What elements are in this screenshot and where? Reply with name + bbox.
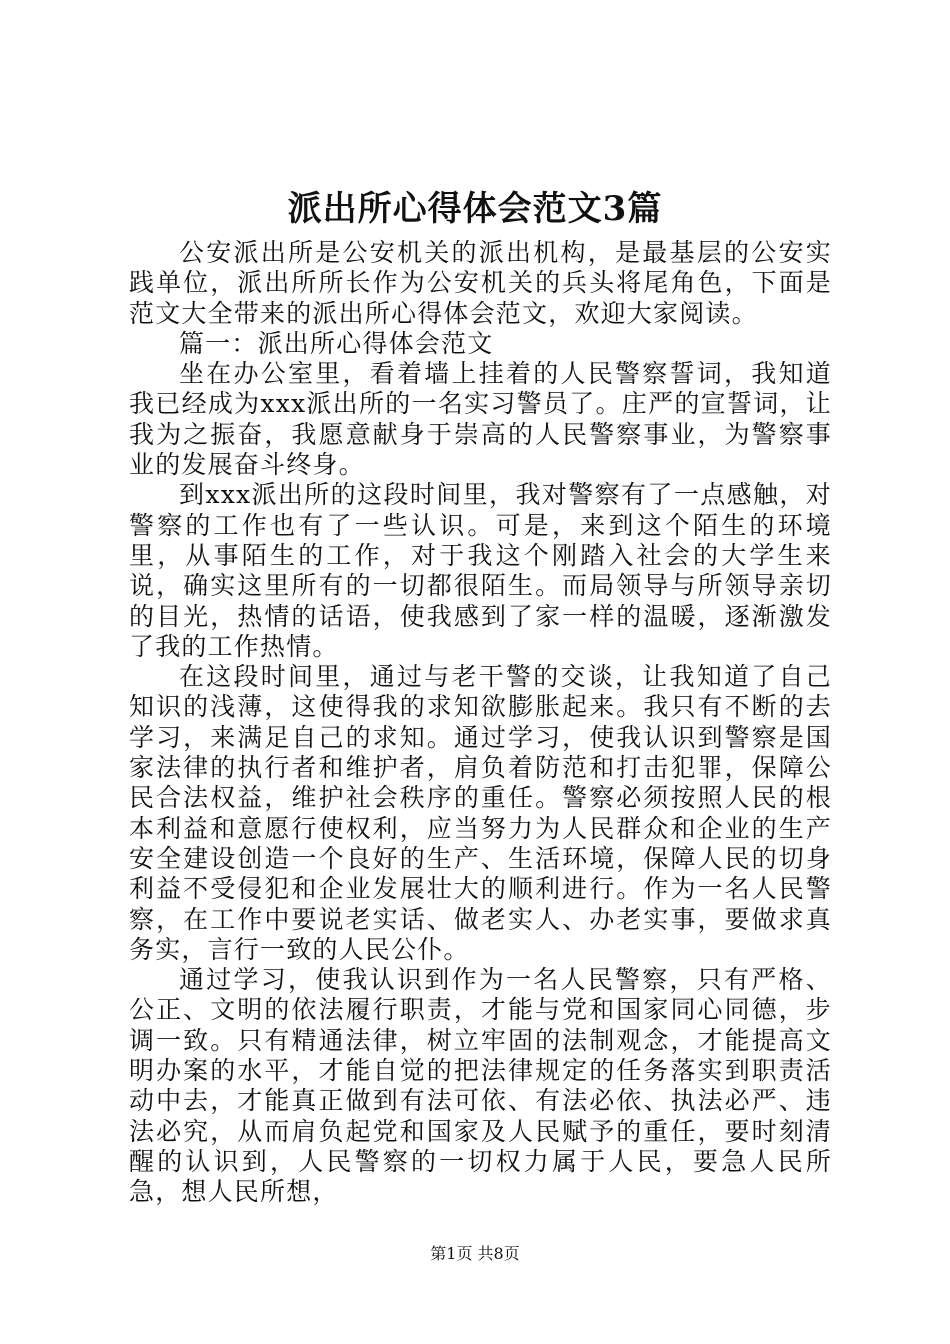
document-body xyxy=(129,238,832,1208)
intro-paragraph: 公安派出所是公安机关的派出机构，是最基层的公安实践单位，派出所所长作为公安机关的兵头将尾角色，下面是范文大全带来的派出所心得体会范文，欢迎大家阅读。 xyxy=(129,238,832,328)
body-paragraph: 到xxx派出所的这段时间里，我对警察有了一点感触，对警察的工作也有了一些认识。可是，来到这个陌生的环境里，从事陌生的工作，对于我这个刚踏入社会的大学生来说，确实这里所有的一切都很陌生。而局领导与所领导亲切的目光，热情的话语，使我感到了家一样的温暖，逐渐激发了我的工作热情。 xyxy=(129,480,832,661)
body-paragraph: 通过学习，使我认识到作为一名人民警察，只有严格、公正、文明的依法履行职责，才能与党和国家同心同德，步调一致。只有精通法律，树立牢固的法制观念，才能提高文明办案的水平，才能自觉的把法律规定的任务落实到职责活动中去，才能真正做到有法可依、有法必依、执法必严、违法必究，从而肩负起党和国家及人民赋予的重任，要时刻清醒的认识到，人民警察的一切权力属于人民，要急人民所急，想人民所想， xyxy=(129,965,832,1207)
page-footer: 第1页 共8页 xyxy=(430,1244,520,1263)
body-paragraph: 在这段时间里，通过与老干警的交谈，让我知道了自己知识的浅薄，这使得我的求知欲膨胀起来。我只有不断的去学习，来满足自己的求知。通过学习，使我认识到警察是国家法律的执行者和维护者，肩负着防范和打击犯罪，保障公民合法权益，维护社会秩序的重任。警察必须按照人民的根本利益和意愿行使权利，应当努力为人民群众和企业的生产安全建设创造一个良好的生产、生活环境，保障人民的切身利益不受侵犯和企业发展壮大的顺利进行。作为一名人民警察，在工作中要说老实话、做老实人、办老实事，要做求真务实，言行一致的人民公仆。 xyxy=(129,662,832,964)
body-paragraph: 坐在办公室里，看着墙上挂着的人民警察誓词，我知道我已经成为xxx派出所的一名实习警员了。庄严的宣誓词，让我为之振奋，我愿意献身于崇高的人民警察事业，为警察事业的发展奋斗终身。 xyxy=(129,359,832,480)
section-heading: 篇一：派出所心得体会范文 xyxy=(179,328,494,358)
document-title: 派出所心得体会范文3篇 xyxy=(287,189,663,229)
